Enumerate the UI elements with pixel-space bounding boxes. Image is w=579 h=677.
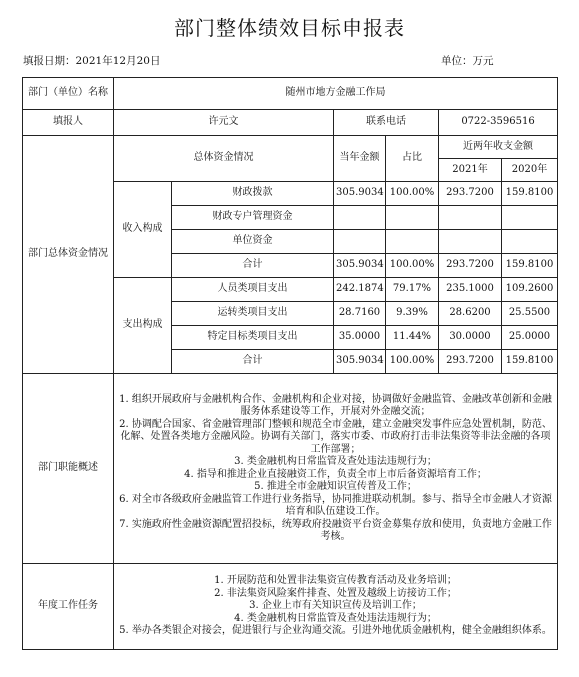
row-name: 单位资金: [172, 230, 334, 254]
cell-current: 242.1874: [334, 278, 386, 302]
filler-value: 许元文: [114, 110, 334, 136]
cell-ratio: 100.00%: [386, 350, 439, 374]
year-2020-header: 2020年: [502, 159, 558, 182]
cell-2020: [502, 206, 558, 230]
funds-section-label: 部门总体资金情况: [23, 136, 114, 374]
phone-label: 联系电话: [334, 110, 439, 136]
row-name: 财政拨款: [172, 182, 334, 206]
cell-ratio: 100.00%: [386, 182, 439, 206]
cell-2021: [439, 206, 502, 230]
cell-current: [334, 230, 386, 254]
row-name: 特定目标类项目支出: [172, 326, 334, 350]
dept-name-label: 部门（单位）名称: [23, 78, 114, 110]
year-2021-header: 2021年: [439, 159, 502, 182]
cell-2021: 235.1000: [439, 278, 502, 302]
dept-name-value: 随州市地方金融工作局: [114, 78, 558, 110]
cell-current: 28.7160: [334, 302, 386, 326]
duties-label: 部门职能概述: [23, 374, 114, 564]
duty-line: 2. 协调配合国家、省金融管理部门整顿和规范全市金融，建立金融突发事件应急处置机制，防范、化解、处置各类地方金融风险。协调有关部门，落实市委、市政府打击非法集资等非法金融的各项工作部署；: [119, 418, 552, 455]
cell-ratio: [386, 206, 439, 230]
duty-line: 1. 组织开展政府与金融机构合作、金融机构和企业对接，协调做好金融监管、金融改革创新和金融服务体系建设等工作，开展对外金融交流；: [119, 393, 552, 417]
performance-table: [22, 77, 558, 650]
cell-2021: [439, 230, 502, 254]
cell-2021: 293.7200: [439, 254, 502, 278]
duty-line: 7. 实施政府性金融资源配置招投标，统筹政府投融资平台资金募集存放和使用，负责地方金融工作考核。: [119, 518, 552, 542]
page-title: 部门整体绩效目标申报表: [174, 16, 405, 40]
cell-ratio: 9.39%: [386, 302, 439, 326]
cell-2020: 159.8100: [502, 182, 558, 206]
two-years-header: 近两年收支金额: [439, 136, 558, 159]
cell-ratio: 79.17%: [386, 278, 439, 302]
phone-value: 0722-3596516: [439, 110, 558, 136]
row-name: 合计: [172, 350, 334, 374]
duty-line: 6. 对全市各级政府金融监管工作进行业务指导，协同推进联动机制。参与、指导全市金融人才资源培育和队伍建设工作。: [119, 493, 552, 517]
cell-current: 35.0000: [334, 326, 386, 350]
cell-ratio: 100.00%: [386, 254, 439, 278]
cell-2020: 25.5500: [502, 302, 558, 326]
ratio-header: 占比: [386, 136, 439, 182]
overall-funds-header: 总体资金情况: [114, 136, 334, 182]
cell-2021: 293.7200: [439, 182, 502, 206]
tasks-text: [114, 564, 558, 650]
unit-label: 单位：万元: [441, 55, 494, 67]
cell-2020: 159.8100: [502, 254, 558, 278]
duty-line: 5. 推进全市金融知识宣传普及工作；: [254, 481, 417, 492]
cell-2020: 25.0000: [502, 326, 558, 350]
task-line: 3. 企业上市有关知识宣传及培训工作；: [249, 600, 422, 612]
income-label: 收入构成: [114, 182, 172, 278]
fill-date: 填报日期：2021年12月20日: [23, 55, 161, 67]
row-name: 运转类项目支出: [172, 302, 334, 326]
duty-line: 4. 指导和推进企业直接融资工作，负责全市上市后备资源培育工作；: [184, 468, 487, 480]
cell-2021: 30.0000: [439, 326, 502, 350]
expense-label: 支出构成: [114, 278, 172, 374]
duties-text: [114, 374, 558, 564]
row-name: 合计: [172, 254, 334, 278]
tasks-label: 年度工作任务: [23, 564, 114, 650]
cell-ratio: [386, 230, 439, 254]
task-line: 5. 举办各类银企对接会，促进银行与企业沟通交流。引进外地优质金融机构，健全金融组织体系。: [119, 625, 552, 637]
cell-2021: 293.7200: [439, 350, 502, 374]
task-line: 2. 非法集资风险案件排查、处置及越级上访接访工作；: [214, 587, 457, 599]
duty-line: 3. 类金融机构日常监管及查处违法违规行为；: [234, 456, 437, 467]
cell-2020: 159.8100: [502, 350, 558, 374]
cell-ratio: 11.44%: [386, 326, 439, 350]
cell-current: [334, 206, 386, 230]
task-line: 1. 开展防范和处置非法集资宣传教育活动及业务培训；: [214, 575, 457, 587]
cell-current: 305.9034: [334, 182, 386, 206]
cell-2021: 28.6200: [439, 302, 502, 326]
cell-2020: [502, 230, 558, 254]
cell-current: 305.9034: [334, 254, 386, 278]
cell-2020: 109.2600: [502, 278, 558, 302]
cell-current: 305.9034: [334, 350, 386, 374]
row-name: 人员类项目支出: [172, 278, 334, 302]
task-line: 4. 类金融机构日常监管及查处违法违规行为；: [234, 612, 437, 624]
filler-label: 填报人: [23, 110, 114, 136]
current-amount-header: 当年金额: [334, 136, 386, 182]
row-name: 财政专户管理资金: [172, 206, 334, 230]
